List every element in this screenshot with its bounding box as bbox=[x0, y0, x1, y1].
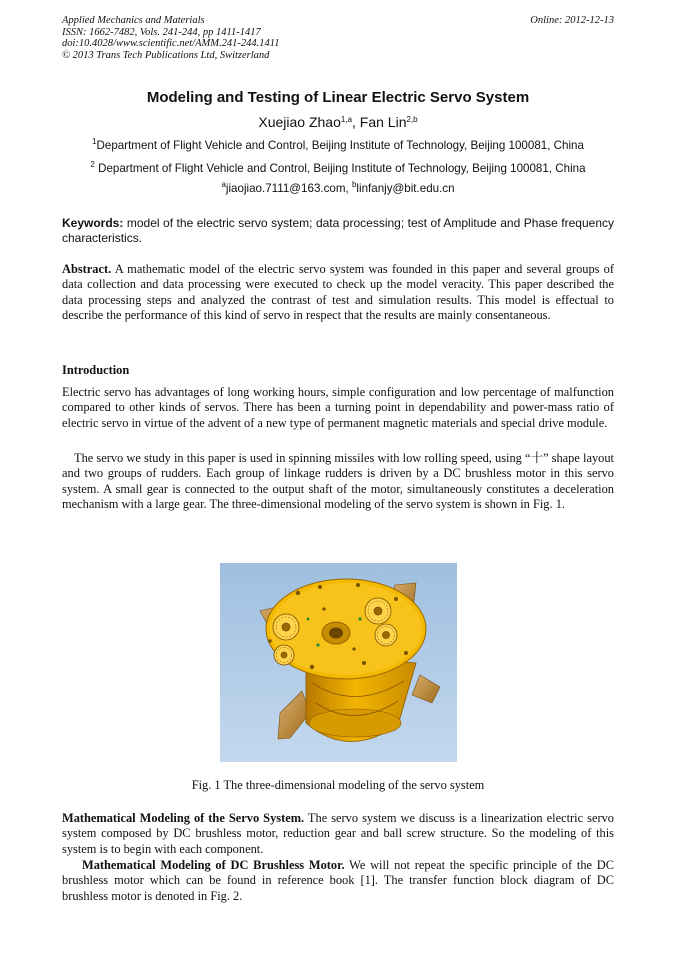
introduction-paragraph-2: The servo we study in this paper is used in spinning missiles with low rolling speed, using “十” shape layout and two groups of rudders. Each group of linkage rudders is driven by a DC brushless motor in this servo system. A small gear is connected to the output shaft of the motor, simultaneously constitutes a deceleration mechanism with a large gear. The three-dimensional modeling of the servo system is shown in Fig. 1. bbox=[62, 451, 614, 512]
keywords-text: model of the electric servo system; data processing; test of Amplitude and Phase frequency characteristics. bbox=[62, 216, 614, 246]
email-separator: , bbox=[345, 182, 352, 195]
author-separator: , bbox=[352, 114, 360, 130]
journal-name: Applied Mechanics and Materials bbox=[62, 15, 205, 26]
online-date: Online: 2012-12-13 bbox=[530, 15, 614, 26]
introduction-paragraph-1: Electric servo has advantages of long working hours, simple configuration and low percentage of malfunction compared to other kinds of servos. There has been a turning point in dependability and power-mass ratio of electric servo in virtue of the advent of a new type of permanent magnetic materials and special drive module. bbox=[62, 385, 614, 430]
author-line bbox=[62, 114, 614, 130]
math-modeling-paragraph bbox=[62, 811, 614, 857]
figure-1-servo-model bbox=[220, 563, 457, 762]
introduction-heading: Introduction bbox=[62, 363, 130, 377]
abstract-text: A mathematic model of the electric servo system was founded in this paper and several groups of data collection and data processing were executed to check up the model veracity. This paper described the data processing steps and analyzed the contrast of test and simulation results. This model is effectual to describe the performance of this kind of servo in respect that the results are mainly consentaneous. bbox=[62, 262, 614, 323]
affiliation-2-text: Department of Flight Vehicle and Control, Beijing Institute of Technology, Beijing 100081, China bbox=[94, 162, 586, 175]
dc-motor-paragraph bbox=[62, 858, 614, 904]
dc-motor-text: We will not repeat the specific principle of the DC brushless motor which can be found in reference book [1]. The transfer function block diagram of DC brushless motor is denoted in Fig. 2. bbox=[62, 858, 614, 903]
journal-copyright: © 2013 Trans Tech Publications Ltd, Switzerland bbox=[62, 49, 270, 61]
email-b-sup: b bbox=[351, 180, 357, 189]
email-a: jiaojiao.7111@163.com bbox=[225, 182, 346, 195]
author-2-sup: 2,b bbox=[406, 115, 418, 124]
math-modeling-text: The servo system we discuss is a linearization electric servo system composed by DC brushless motor, reduction gear and ball screw structure. So the modeling of this system is to begin with each component. bbox=[62, 811, 614, 856]
math-modeling-label: Mathematical Modeling of the Servo System. bbox=[62, 811, 305, 825]
affiliation-2-sup: 2 bbox=[90, 160, 95, 169]
affiliation-1-sup: 1 bbox=[92, 137, 97, 146]
journal-issn: ISSN: 1662-7482, Vols. 241-244, pp 1411-1417 bbox=[62, 26, 261, 38]
affiliation-2 bbox=[62, 162, 614, 175]
keywords bbox=[62, 216, 614, 247]
email-b: linfanjy@bit.edu.cn bbox=[356, 182, 455, 195]
email-a-sup: a bbox=[221, 180, 226, 189]
journal-header bbox=[62, 15, 279, 61]
paper-title: Modeling and Testing of Linear Electric Servo System bbox=[146, 89, 530, 106]
affiliation-1-text: Department of Flight Vehicle and Control, Beijing Institute of Technology, Beijing 100081, China bbox=[96, 139, 584, 152]
author-1-sup: 1,a bbox=[340, 115, 353, 124]
servo-3d-illustration bbox=[220, 563, 457, 762]
figure-1-caption: Fig. 1 The three-dimensional modeling of the servo system bbox=[191, 778, 485, 792]
journal-doi: doi:10.4028/www.scientific.net/AMM.241-244.1411 bbox=[62, 38, 280, 49]
email-line bbox=[62, 182, 614, 195]
abstract bbox=[62, 262, 614, 324]
affiliation-1 bbox=[62, 139, 614, 152]
keywords-label: Keywords: bbox=[62, 216, 124, 230]
author-2-name: Fan Lin bbox=[359, 114, 407, 130]
dc-motor-label: Mathematical Modeling of DC Brushless Motor. bbox=[82, 858, 345, 872]
author-1-name: Xuejiao Zhao bbox=[258, 114, 341, 130]
abstract-label: Abstract. bbox=[62, 262, 112, 276]
